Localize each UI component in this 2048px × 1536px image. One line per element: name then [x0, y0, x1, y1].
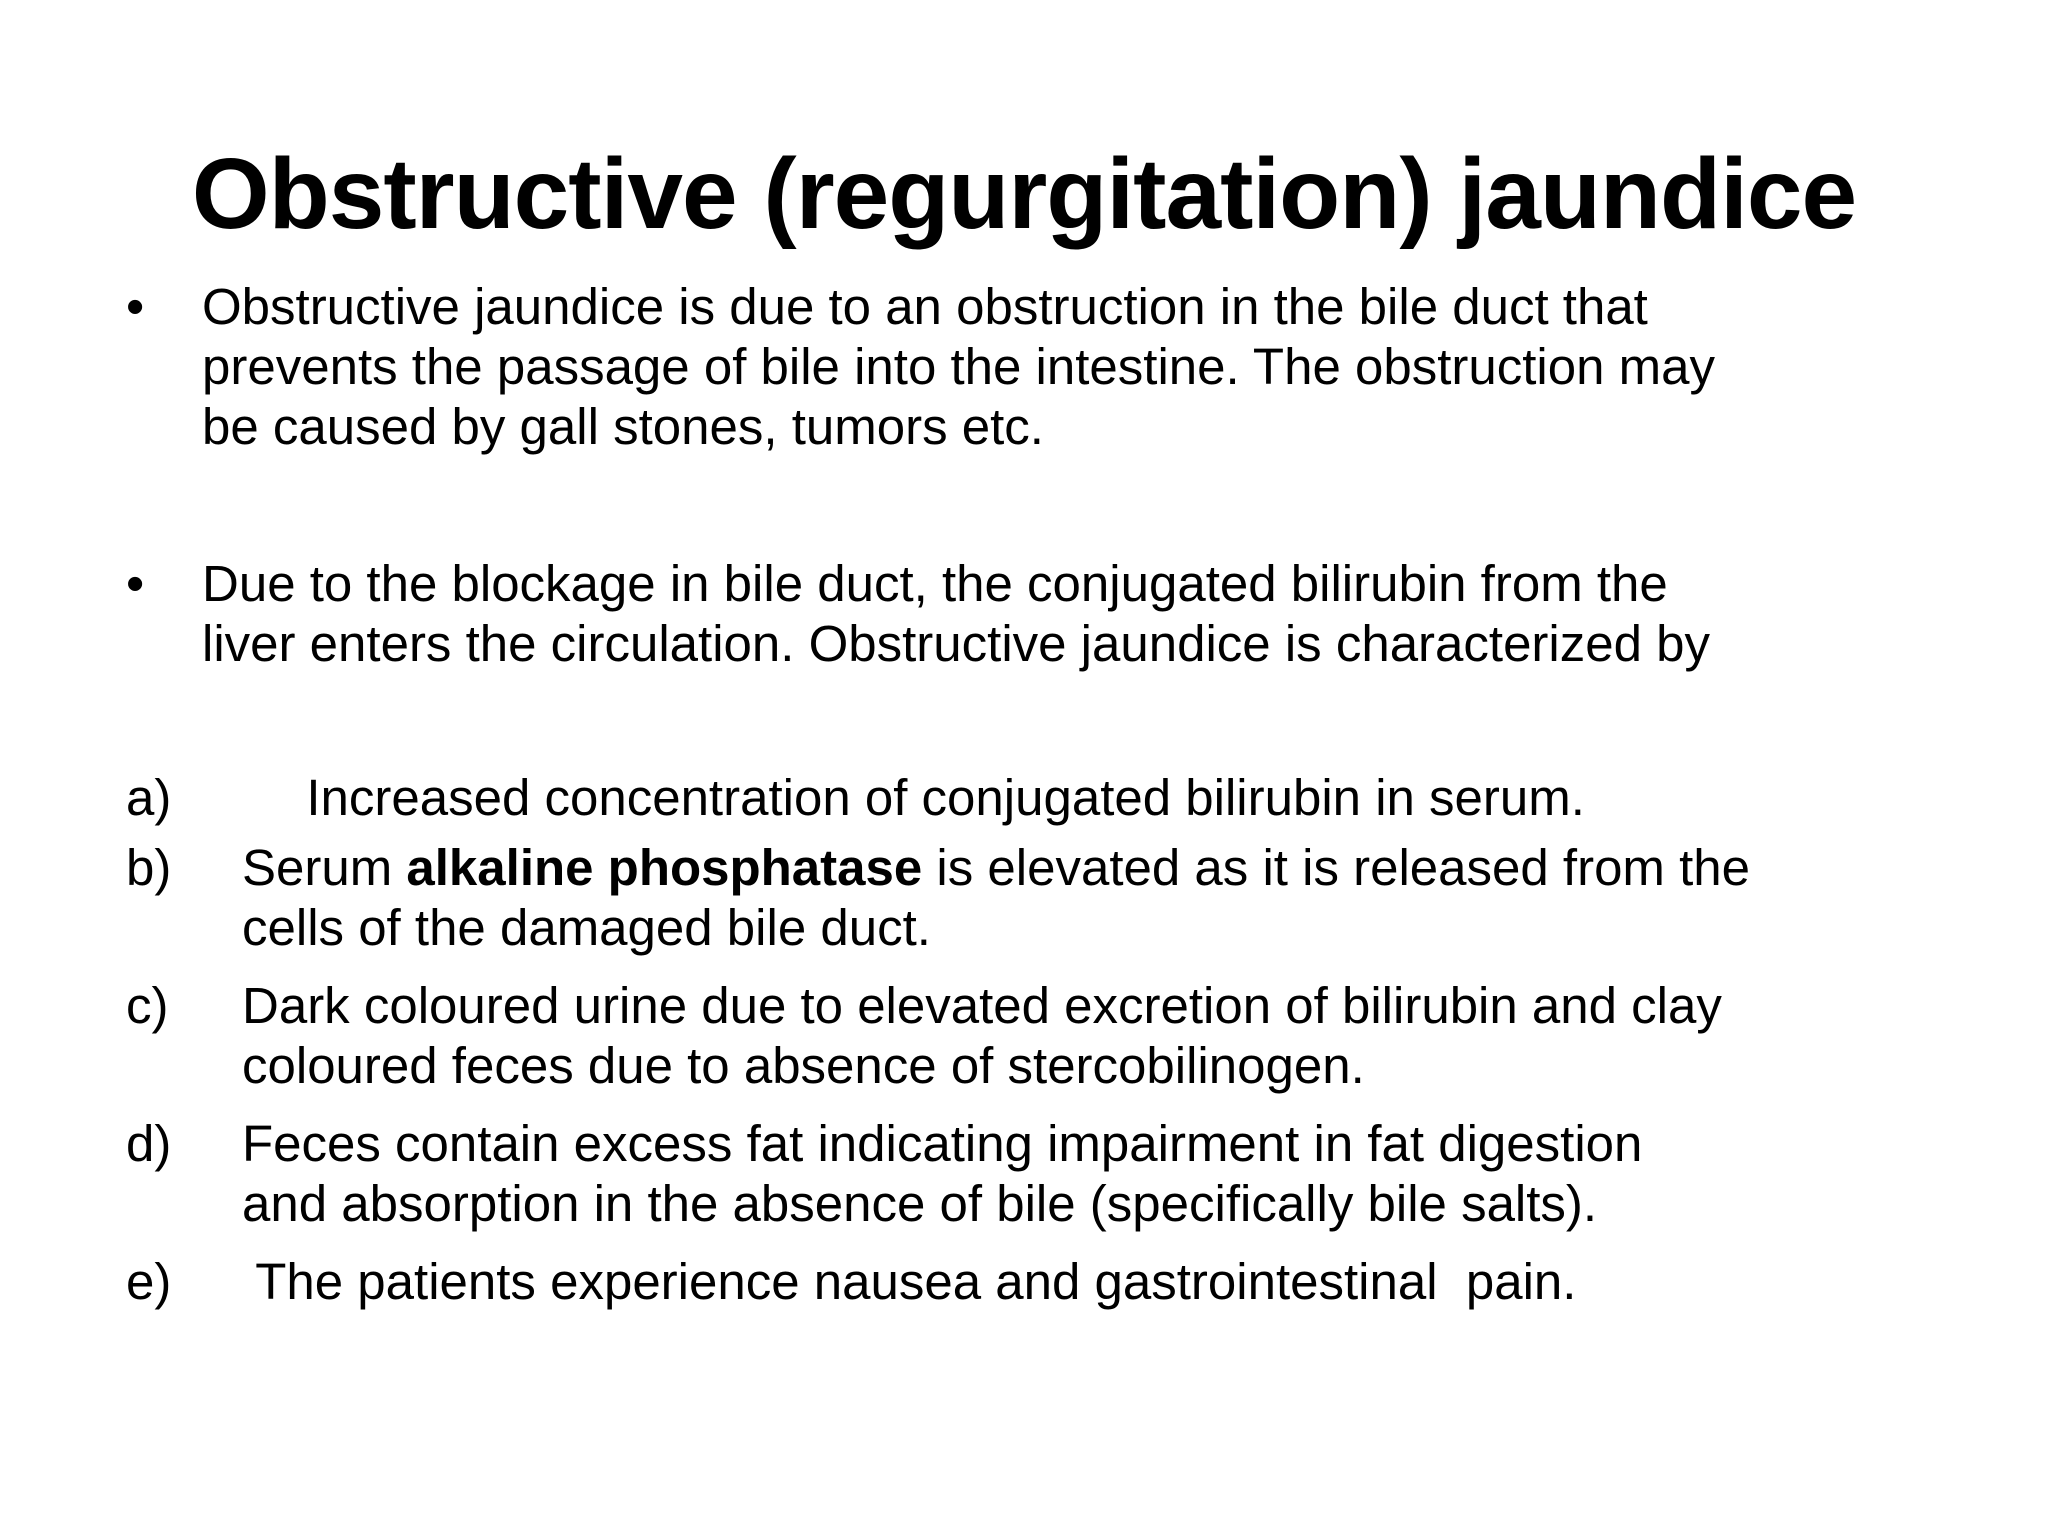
list-marker: e)	[126, 1253, 172, 1310]
list-marker: b)	[126, 839, 172, 896]
list-marker: c)	[126, 977, 169, 1034]
list-marker: d)	[126, 1115, 172, 1172]
bullet-symbol: •	[126, 278, 145, 336]
bullet-symbol: •	[126, 555, 145, 613]
bullet-text: Obstructive jaundice is due to an obstruction in the bile duct that prevents the passage of bile into the intestine. The obstruction may be caused by gall stones, tumors etc.	[202, 278, 1715, 455]
list-text: Increased concentration of conjugated bilirubin in serum.	[278, 769, 1585, 826]
list-text-part: is elevated as it is released from the cells of the damaged bile duct.	[242, 839, 1750, 956]
list-text	[242, 838, 1962, 958]
slide-title: Obstructive (regurgitation) jaundice	[191, 138, 1857, 250]
bullet-text: Due to the blockage in bile duct, the conjugated bilirubin from the liver enters the circulation. Obstructive jaundice is characterized by	[202, 555, 1711, 672]
list-text: The patients experience nausea and gastrointestinal pain.	[242, 1253, 1577, 1310]
list-text: Feces contain excess fat indicating impairment in fat digestion and absorption in the absence of bile (specifically bile salts).	[242, 1115, 1643, 1232]
list-marker: a)	[126, 769, 172, 826]
list-text-bold: alkaline phosphatase	[406, 839, 923, 896]
list-text: Dark coloured urine due to elevated excretion of bilirubin and clay coloured feces due to absence of stercobilinogen.	[242, 977, 1722, 1094]
list-text-part: Serum	[242, 839, 407, 896]
